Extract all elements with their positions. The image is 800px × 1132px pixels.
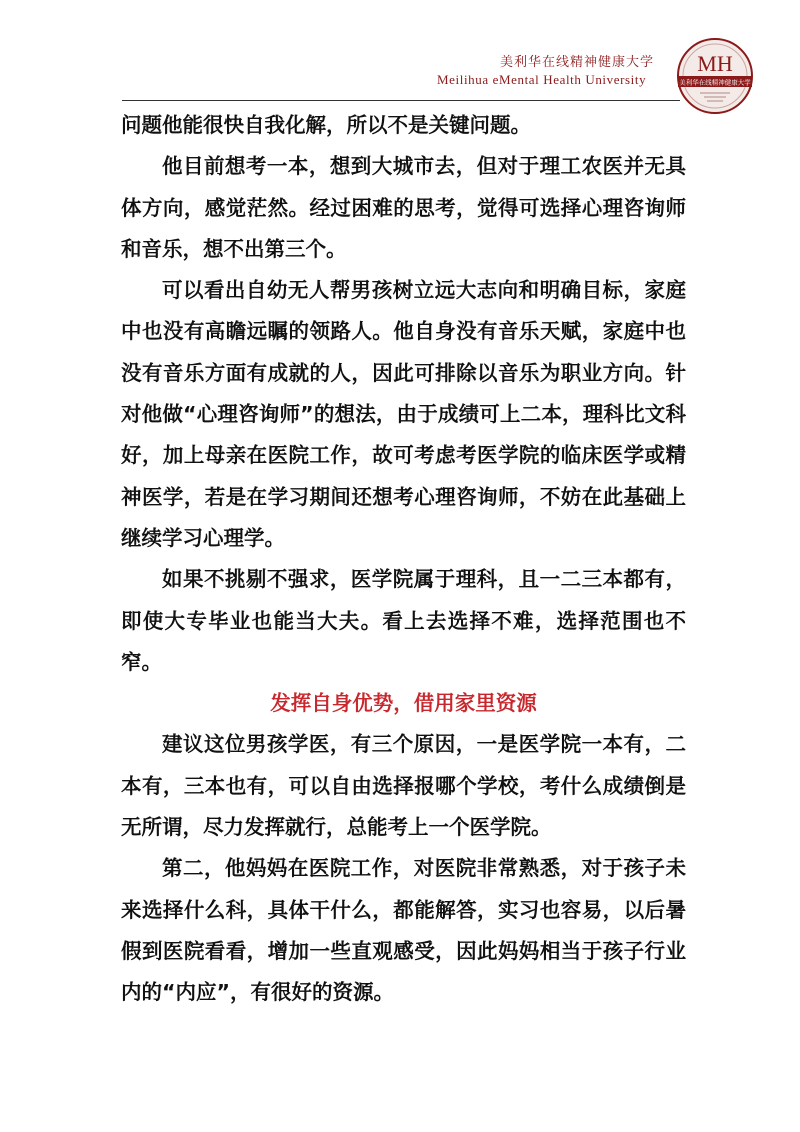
paragraph: 可以看出自幼无人帮男孩树立远大志向和明确目标，家庭中也没有高瞻远瞩的领路人。他自身没有音乐天赋，家庭中也没有音乐方面有成就的人，因此可排除以音乐为职业方向。针对他做“心理咨询师”的想法，由于成绩可上二本，理科比文科好，加上母亲在医院工作，故可考虑考医学院的临床医学或精神医学，若是在学习期间还想考心理咨询师，不妨在此基础上继续学习心理学。 [121,278,686,550]
page-header [0,0,800,110]
paragraph: 他目前想考一本，想到大城市去，但对于理工农医并无具体方向，感觉茫然。经过困难的思考，觉得可选择心理咨询师和音乐，想不出第三个。 [121,154,686,261]
logo-band-text: 美利华在线精神健康大学 [679,78,751,87]
logo-initials: MH [697,51,733,76]
paragraph: 如果不挑剔不强求，医学院属于理科，且一二三本都有，即使大专毕业也能当大夫。看上去选择不难，选择范围也不窄。 [121,567,686,674]
paragraph: 建议这位男孩学医，有三个原因，一是医学院一本有，二本有，三本也有，可以自由选择报哪个学校，考什么成绩倒是无所谓，尽力发挥就行，总能考上一个医学院。 [121,732,686,840]
university-name-en: Meilihua eMental Health University [437,72,647,87]
university-logo [676,37,754,115]
paragraph-continuation: 问题他能很快自我化解，所以不是关键问题。 [121,113,531,137]
university-name-cn: 美利华在线精神健康大学 [500,55,655,70]
header-divider [122,100,680,101]
document-body [121,105,686,1014]
section-heading: 发挥自身优势，借用家里资源 [270,691,537,716]
paragraph: 第二，他妈妈在医院工作，对医院非常熟悉，对于孩子未来选择什么科，具体干什么，都能解答，实习也容易，以后暑假到医院看看，增加一些直观感受，因此妈妈相当于孩子行业内的“内应”，有很好的资源。 [121,856,686,1005]
